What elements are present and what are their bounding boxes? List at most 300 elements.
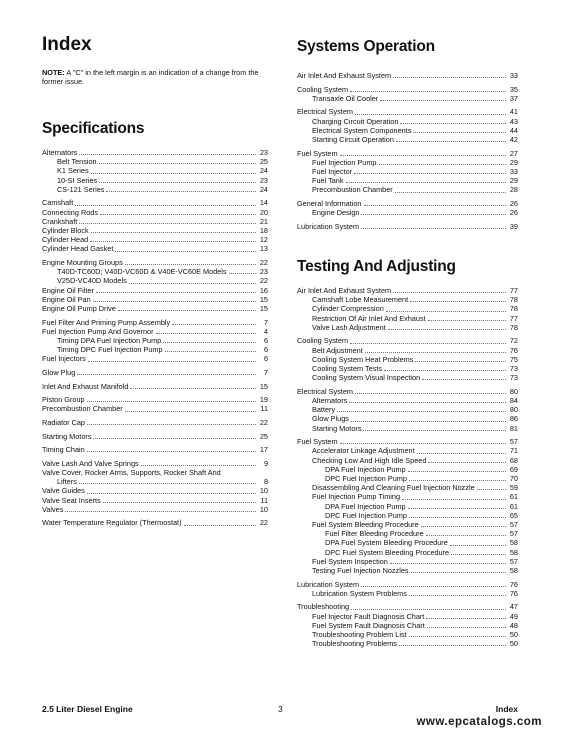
index-entry [297, 304, 518, 313]
index-entry [297, 424, 518, 433]
dot-leader [428, 319, 506, 321]
index-entry [297, 396, 518, 405]
entry-title: Fuel Injection Pump Timing [312, 492, 401, 502]
section-title: Systems Operation [297, 38, 435, 55]
entry-title: Troubleshooting Problem List [312, 630, 407, 640]
entry-title: Inlet And Exhaust Manifold [42, 381, 129, 391]
index-entry [297, 167, 518, 176]
entry-title: Fuel Injectors [42, 354, 86, 364]
entry-page: 27 [509, 148, 518, 158]
dot-leader [393, 291, 506, 293]
index-entry [297, 511, 518, 520]
entry-title: Lifters [57, 477, 77, 487]
entry-page: 29 [509, 157, 518, 167]
index-entry [297, 492, 518, 501]
index-entry [297, 474, 518, 483]
entry-page: 71 [509, 446, 518, 456]
entry-group [42, 395, 268, 413]
entry-title: DPA Fuel Injection Pump [325, 501, 406, 511]
entry-title: Restriction Of Air Inlet And Exhaust [312, 313, 426, 323]
entry-title: Precombustion Chamber [312, 185, 393, 195]
entry-page: 72 [509, 336, 518, 346]
entry-title: Troubleshooting [297, 602, 350, 612]
entry-page: 24 [259, 166, 268, 176]
index-entry [42, 286, 268, 295]
dot-leader [400, 122, 506, 124]
dot-leader [409, 635, 506, 637]
index-title: Index [42, 34, 92, 55]
note-text: A "C" in the left margin is an indication of a change from the former issue. [42, 68, 259, 86]
dot-leader [409, 594, 506, 596]
index-entry [297, 158, 518, 167]
dot-leader [361, 227, 506, 229]
entry-group [42, 258, 268, 313]
index-entry [297, 602, 518, 611]
entry-title: Cooling System Tests [312, 364, 383, 374]
index-entry [297, 529, 518, 538]
entry-title: T40D-TC60D; V40D-VC60D & V40E-VC60E Models [57, 267, 227, 277]
index-entry [297, 295, 518, 304]
entry-group [297, 437, 518, 575]
dot-leader [415, 360, 506, 362]
entry-group [297, 286, 518, 332]
entry-page: 11 [260, 495, 268, 505]
entry-title: Testing Fuel Injection Nozzles [312, 566, 409, 576]
entry-group [42, 445, 268, 454]
entry-page: 33 [509, 71, 518, 80]
entry-page: 58 [509, 566, 518, 576]
index-entry [42, 445, 268, 454]
index-entry [297, 176, 518, 185]
entry-page: 18 [259, 226, 268, 236]
dot-leader [65, 510, 256, 512]
index-entry [297, 117, 518, 126]
entry-title: Cylinder Head Gasket [42, 244, 114, 254]
entry-title: Charging Circuit Operation [312, 116, 399, 126]
entry-page: 57 [509, 437, 518, 447]
dot-leader [355, 113, 506, 115]
entry-group [42, 368, 268, 377]
page-number: 3 [278, 704, 283, 714]
entry-page: 70 [509, 474, 518, 484]
entry-page: 57 [509, 556, 518, 566]
dot-leader [363, 429, 506, 431]
index-entry [297, 85, 518, 94]
dot-leader [410, 300, 506, 302]
entry-title: Electrical System [297, 386, 353, 396]
entry-title: DPA Fuel Injection Pump [325, 464, 406, 474]
dot-leader [93, 437, 256, 439]
entry-title: Cylinder Compression [312, 304, 384, 314]
entry-page: 77 [509, 313, 518, 323]
dot-leader [364, 204, 507, 206]
index-entry [297, 580, 518, 589]
index-entry [297, 199, 518, 208]
entry-page: 16 [259, 285, 268, 295]
entry-page: 78 [509, 295, 518, 305]
index-entry [297, 94, 518, 103]
entry-title: Alternators [42, 148, 78, 157]
index-entry [42, 327, 268, 336]
entry-page: 50 [509, 630, 518, 640]
index-entry [297, 185, 518, 194]
dot-leader [354, 172, 506, 174]
entry-title: Starting Motors [42, 431, 92, 441]
entry-title: Cooling System Visual Inspection [312, 373, 421, 383]
entry-title: Fuel Filter Bleeding Procedure [325, 529, 424, 539]
entry-title: Fuel Filter And Priming Pump Assembly [42, 317, 171, 327]
index-entry [297, 149, 518, 158]
entry-page: 84 [509, 396, 518, 406]
entry-title: Electrical System [297, 107, 353, 117]
entry-title: Fuel Injection Pump And Governor [42, 326, 154, 336]
entry-title: Engine Design [312, 208, 360, 218]
entry-page: 59 [509, 483, 518, 493]
entry-group [42, 318, 268, 364]
entry-page: 73 [509, 364, 518, 374]
entry-title: Belt Tension [57, 157, 97, 167]
entry-page: 12 [259, 235, 268, 245]
index-entry [297, 336, 518, 345]
entry-page: 86 [509, 414, 518, 424]
entry-page: 23 [259, 267, 268, 277]
entry-title: 10-SI Series [57, 175, 98, 185]
index-entry [42, 496, 268, 505]
entry-title: Accelerator Linkage Adjustment [312, 446, 415, 456]
index-entry [42, 235, 268, 244]
dot-leader [379, 163, 507, 165]
entry-group [42, 418, 268, 427]
entry-page: 80 [509, 405, 518, 415]
dot-leader [79, 482, 256, 484]
entry-title: Fuel Injector [312, 167, 353, 176]
entry-title: Engine Oil Pan [42, 294, 91, 304]
dot-leader [100, 213, 256, 215]
index-entry [297, 437, 518, 446]
entry-title: Battery [312, 405, 336, 415]
dot-leader [87, 492, 256, 494]
dot-leader [229, 272, 256, 274]
left-column [42, 34, 268, 532]
index-entry [297, 502, 518, 511]
entry-title: DPC Fuel Injection Pump [325, 510, 407, 520]
entry-group [42, 198, 268, 253]
dot-leader [365, 351, 506, 353]
entry-page: 10 [259, 486, 268, 496]
dot-leader [426, 617, 506, 619]
entry-page: 57 [509, 520, 518, 530]
entry-page: 33 [509, 167, 518, 176]
entry-page: 80 [509, 386, 518, 396]
entry-group [297, 107, 518, 144]
dot-leader [337, 410, 506, 412]
entry-title: Valve Lash Adjustment [312, 322, 386, 332]
index-entry [42, 459, 268, 468]
entry-group [297, 222, 518, 231]
entry-page: 58 [509, 547, 518, 557]
dot-leader [77, 373, 256, 375]
change-note [42, 68, 268, 86]
index-entry [297, 135, 518, 144]
entry-page: 57 [509, 529, 518, 539]
section-title: Specifications [42, 120, 145, 137]
entry-group [297, 602, 518, 648]
dot-leader [361, 585, 506, 587]
entry-page: 26 [509, 208, 518, 218]
dot-leader [96, 291, 256, 293]
entry-group [42, 432, 268, 441]
index-entry [42, 318, 268, 327]
index-entry [42, 418, 268, 427]
entry-group [42, 459, 268, 514]
entry-title: Fuel System [297, 148, 338, 158]
entry-title: Glow Plugs [312, 414, 349, 424]
entry-page: 61 [509, 501, 518, 511]
entry-page: 8 [263, 477, 268, 487]
dot-leader [355, 392, 506, 394]
entry-page: 78 [509, 322, 518, 332]
index-entry [297, 323, 518, 332]
index-entry [42, 166, 268, 175]
index-entry [42, 382, 268, 391]
entry-title: CS-121 Series [57, 184, 105, 194]
entry-title: Camshaft [42, 198, 74, 208]
entry-page: 68 [509, 455, 518, 465]
dot-leader [91, 172, 256, 174]
entry-page: 35 [509, 84, 518, 94]
dot-leader [477, 488, 506, 490]
dot-leader [163, 341, 256, 343]
dot-leader [380, 99, 506, 101]
entry-page: 42 [509, 135, 518, 144]
entry-title: Lubrication System Problems [312, 588, 407, 598]
dot-leader [384, 369, 506, 371]
entry-title: Fuel System Inspection [312, 556, 388, 566]
entry-page: 20 [259, 207, 268, 217]
entry-title: Fuel System [297, 437, 338, 447]
index-entry [297, 612, 518, 621]
dot-leader [408, 507, 506, 509]
index-entry [297, 538, 518, 547]
dot-leader [172, 323, 256, 325]
index-entry [42, 518, 268, 527]
entry-title: Lubrication System [297, 579, 360, 589]
index-entry [297, 548, 518, 557]
entry-page: 9 [263, 458, 268, 468]
entry-page: 73 [509, 373, 518, 383]
dot-leader [408, 470, 506, 472]
entry-page: 76 [509, 345, 518, 355]
left-sections [42, 120, 268, 528]
dot-leader [390, 562, 506, 564]
dot-leader [361, 213, 506, 215]
entry-page: 15 [259, 294, 268, 304]
entry-title: Timing DPA Fuel Injection Pump [57, 336, 162, 346]
entry-page: 15 [259, 304, 268, 314]
entry-title: Engine Mounting Groups [42, 258, 123, 268]
entry-title: DPA Fuel System Bleeding Procedure [325, 538, 448, 548]
index-entry [297, 314, 518, 323]
index-entry [42, 185, 268, 194]
entry-title: Fuel Injection Pump [312, 157, 377, 167]
entry-group [297, 71, 518, 80]
entry-title: Timing DPC Fuel Injection Pump [57, 345, 163, 355]
entry-title: Fuel System Fault Diagnosis Chart [312, 620, 425, 630]
entry-group [297, 580, 518, 598]
entry-title: Valve Seat Inserts [42, 495, 101, 505]
entry-title: Fuel Tank [312, 176, 344, 186]
index-entry [297, 373, 518, 382]
index-entry [42, 486, 268, 495]
dot-leader [349, 401, 506, 403]
dot-leader [386, 310, 506, 312]
dot-leader [88, 360, 256, 362]
index-entry [297, 639, 518, 648]
entry-title: Camshaft Lobe Measurement [312, 295, 409, 305]
entry-page: 48 [509, 620, 518, 630]
entry-title: Cooling System [297, 84, 349, 94]
entry-page: 28 [509, 185, 518, 195]
entry-page: 10 [259, 504, 268, 514]
entry-group [42, 148, 268, 194]
index-entry [42, 244, 268, 253]
index-entry [42, 477, 268, 486]
index-entry [297, 630, 518, 639]
entry-title: K1 Series [57, 166, 89, 176]
entry-title: DPC Fuel Injection Pump [325, 474, 407, 484]
dot-leader [351, 608, 506, 610]
index-entry [297, 456, 518, 465]
index-entry [42, 395, 268, 404]
dot-leader [184, 524, 256, 526]
entry-title: Lubrication System [297, 221, 360, 231]
entry-page: 7 [263, 368, 268, 378]
entry-title: Alternators [312, 396, 348, 406]
entry-group [297, 199, 518, 217]
dot-leader [411, 571, 506, 573]
entry-page: 47 [509, 602, 518, 612]
entry-title: Precombustion Chamber [42, 404, 123, 414]
index-entry [42, 267, 268, 276]
entry-group [297, 336, 518, 382]
dot-leader [417, 452, 506, 454]
index-entry [297, 355, 518, 364]
entry-title: Starting Motors [312, 423, 362, 433]
dot-leader [399, 644, 506, 646]
entry-title: Electrical System Components [312, 125, 412, 135]
footer-title: 2.5 Liter Diesel Engine [42, 704, 133, 714]
right-column [297, 38, 518, 653]
entry-page: 14 [259, 198, 268, 208]
index-entry [297, 621, 518, 630]
index-entry [297, 405, 518, 414]
dot-leader [388, 328, 506, 330]
dot-leader [125, 263, 256, 265]
entry-page: 76 [509, 588, 518, 598]
entry-page: 65 [509, 510, 518, 520]
index-entry-title: Valve Cover, Rocker Arms, Supports, Rocker Shaft And [42, 468, 221, 477]
index-entry [42, 276, 268, 285]
dot-leader [451, 553, 506, 555]
entry-page: 6 [263, 354, 268, 364]
entry-group [42, 518, 268, 527]
index-entry [297, 446, 518, 455]
entry-page: 22 [259, 518, 268, 528]
entry-page: 22 [259, 276, 268, 286]
dot-leader [91, 231, 256, 233]
index-entry [42, 336, 268, 345]
entry-page: 69 [509, 464, 518, 474]
entry-title: Crankshaft [42, 216, 78, 226]
footer-section: Index [495, 704, 518, 714]
entry-group [297, 85, 518, 103]
entry-page: 25 [259, 157, 268, 167]
entry-title: V25D-VC40D Models [57, 276, 127, 286]
index-entry [42, 217, 268, 226]
entry-page: 22 [259, 418, 268, 428]
dot-leader [340, 154, 506, 156]
entry-title: Fuel System Bleeding Procedure [312, 520, 419, 530]
entry-page: 25 [259, 431, 268, 441]
dot-leader [141, 464, 256, 466]
index-entry [42, 198, 268, 207]
dot-leader [421, 525, 506, 527]
entry-title: Cylinder Block [42, 226, 89, 236]
dot-leader [156, 332, 256, 334]
index-entry [297, 557, 518, 566]
index-entry [42, 404, 268, 413]
dot-leader [450, 544, 506, 546]
dot-leader [422, 378, 506, 380]
index-entry [42, 304, 268, 313]
dot-leader [115, 250, 256, 252]
dot-leader [409, 516, 506, 518]
index-entry [42, 368, 268, 377]
entry-page: 11 [260, 404, 268, 414]
index-entry [42, 345, 268, 354]
entry-title: Piston Group [42, 395, 85, 405]
entry-title: Cooling System Heat Problems [312, 354, 414, 364]
entry-page: 29 [509, 176, 518, 186]
index-entry [42, 258, 268, 267]
entry-page: 17 [259, 445, 268, 455]
entry-title: Valves [42, 504, 64, 514]
index-entry [42, 148, 268, 157]
entry-page: 15 [259, 381, 268, 391]
entry-title: Transaxle Oil Cooler [312, 93, 379, 103]
index-entry [297, 222, 518, 231]
entry-page: 24 [259, 184, 268, 194]
index-entry [297, 208, 518, 217]
right-sections [297, 38, 518, 648]
entry-title: Cooling System [297, 336, 349, 346]
index-entry [297, 387, 518, 396]
dot-leader [79, 222, 256, 224]
entry-page: 7 [263, 317, 268, 327]
entry-page: 43 [509, 116, 518, 126]
entry-page: 4 [263, 326, 268, 336]
entry-title: Disassembling And Cleaning Fuel Injection Nozzle [312, 483, 475, 493]
dot-leader [402, 498, 506, 500]
entry-title: DPC Fuel System Bleeding Procedure [325, 547, 450, 557]
entry-title: Engine Oil Pump Drive [42, 304, 116, 314]
index-entry [297, 71, 518, 80]
entry-page: 49 [509, 611, 518, 621]
entry-page: 81 [509, 423, 518, 433]
index-entry [297, 126, 518, 135]
index-entry [42, 432, 268, 441]
dot-leader [106, 190, 256, 192]
